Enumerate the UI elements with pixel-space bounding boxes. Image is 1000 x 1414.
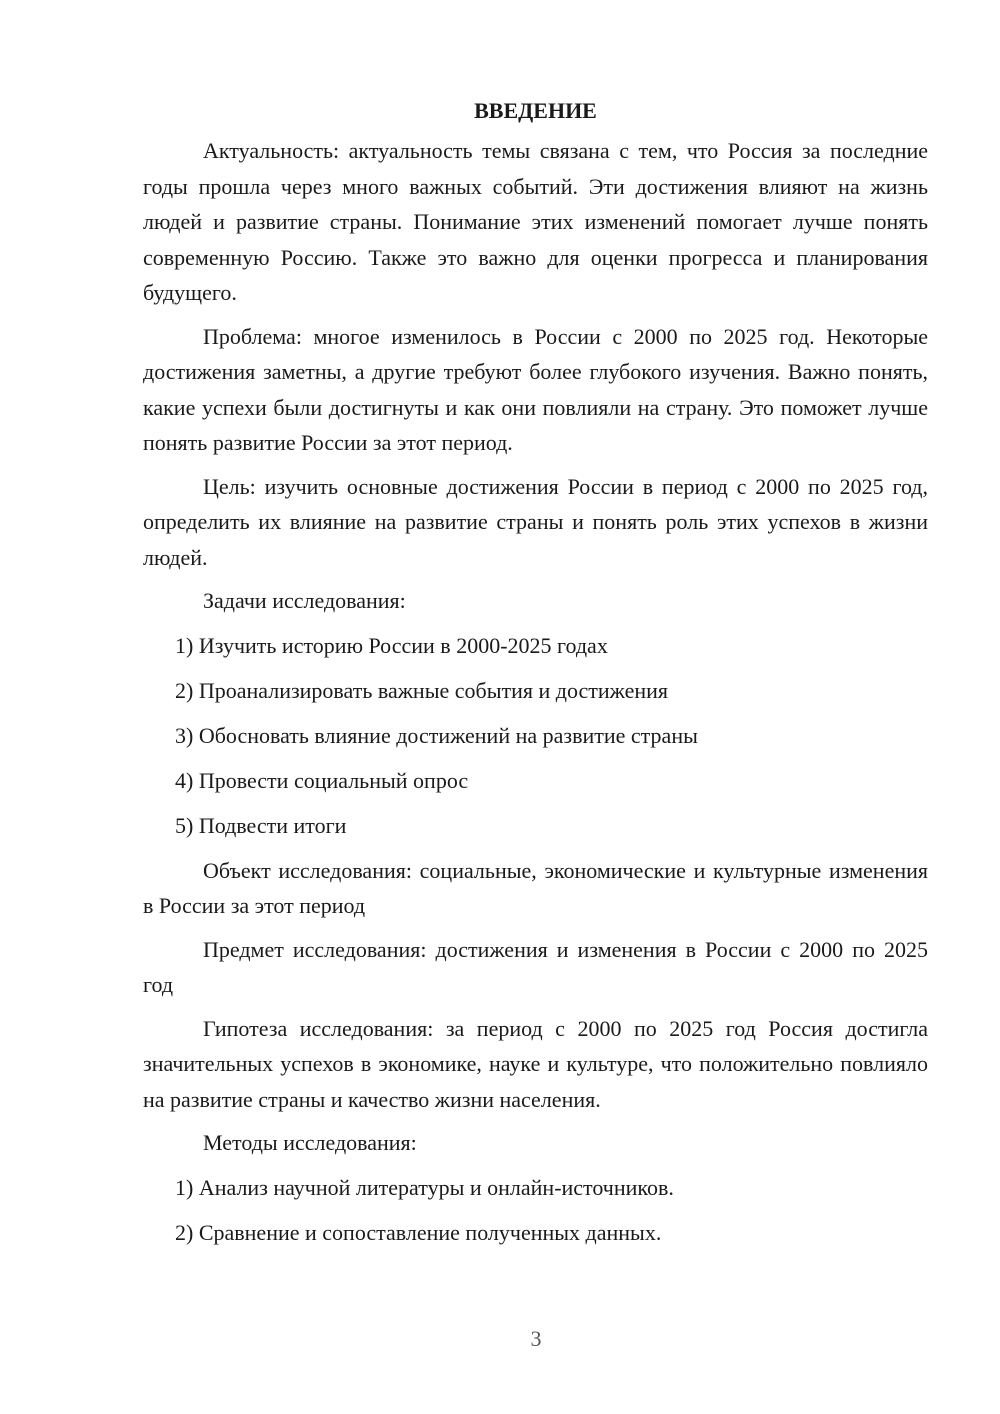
list-item: 1) Изучить историю России в 2000-2025 годах (175, 632, 608, 658)
hypothesis-paragraph: Гипотеза исследования: за период с 2000 по 2025 год Россия достигла значительных успехов в экономике, науке и культуре, что положительно повлияло на развитие страны и качество жизни населения. (143, 1015, 928, 1112)
list-item: 3) Обосновать влияние достижений на развитие страны (175, 722, 698, 748)
tasks-heading: Задачи исследования: (203, 588, 406, 613)
methods-list (143, 1170, 928, 1250)
tasks-list (143, 628, 928, 843)
list-item: 4) Провести социальный опрос (175, 767, 469, 793)
goal-paragraph: Цель: изучить основные достижения России в период с 2000 по 2025 год, определить их влияние на развитие страны и понять роль этих успехов в жизни людей. (143, 473, 928, 570)
list-item: 2) Сравнение и сопоставление полученных данных. (175, 1219, 662, 1245)
section-title: ВВЕДЕНИЕ (474, 98, 597, 123)
list-item: 2) Проанализировать важные события и достижения (175, 677, 669, 703)
page-number: 3 (530, 1326, 542, 1351)
problem-paragraph: Проблема: многое изменилось в России с 2000 по 2025 год. Некоторые достижения заметны, а другие требуют более глубокого изучения. Важно понять, какие успехи были достигнуты и как они повлияли на страну. Это поможет лучше понять развитие России за этот период. (143, 323, 928, 455)
list-item: 5) Подвести итоги (175, 812, 347, 838)
relevance-paragraph: Актуальность: актуальность темы связана с тем, что Россия за последние годы прошла через много важных событий. Эти достижения влияют на жизнь людей и развитие страны. Понимание этих изменений помогает лучше понять современную Россию. Также это важно для оценки прогресса и планирования будущего. (143, 138, 928, 305)
methods-heading: Методы исследования: (203, 1130, 417, 1155)
document-page (143, 96, 928, 1260)
list-item: 1) Анализ научной литературы и онлайн-источников. (175, 1174, 674, 1200)
subject-paragraph: Предмет исследования: достижения и изменения в России с 2000 по 2025 год (143, 936, 928, 997)
object-paragraph: Объект исследования: социальные, экономические и культурные изменения в России за этот период (143, 857, 928, 918)
